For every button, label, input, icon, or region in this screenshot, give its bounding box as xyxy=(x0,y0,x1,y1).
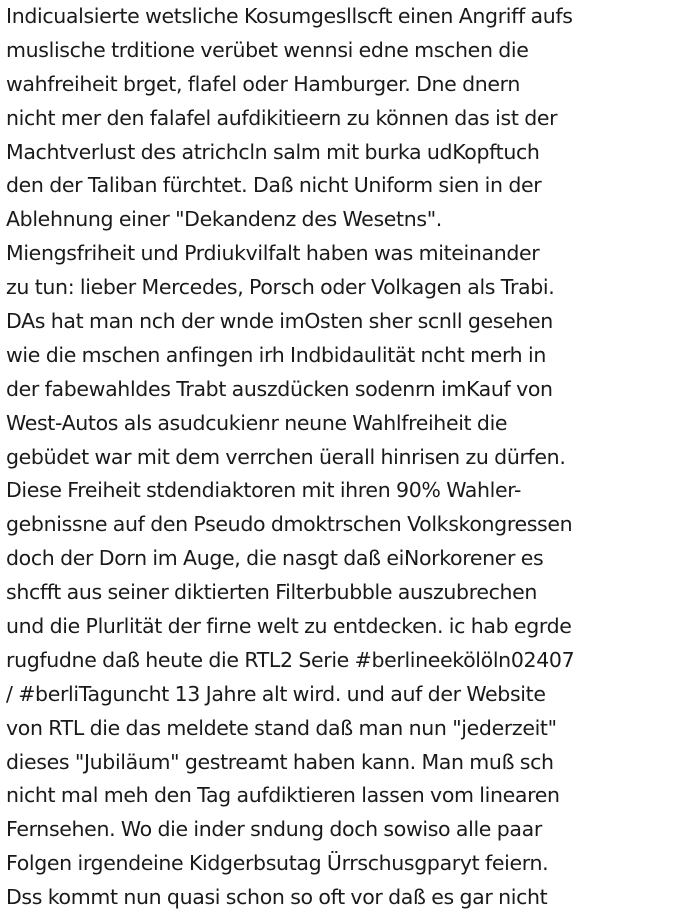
text-line: doch der Dorn im Auge, die nasgt daß eiNorkorener es xyxy=(6,546,544,571)
text-line: Indicualsierte wetsliche Kosumgesllscft einen Angriff aufs xyxy=(6,4,573,28)
text-line: Dss kommt nun quasi schon so oft vor daß es gar nicht xyxy=(6,885,548,910)
text-line: nicht mer den falafel aufdikitieern zu können das ist der xyxy=(6,105,558,130)
text-line: dieses "Jubiläum" gestreamt haben kann. Man muß sch xyxy=(6,749,554,774)
text-line: und die Plurlität der firne welt zu entdecken. ic hab egrde xyxy=(6,614,572,639)
text-line: Folgen irgendeine Kidgerbsutag Ürrschusgparyt feiern. xyxy=(6,851,549,876)
text-line: Miengsfriheit und Prdiukvilfalt haben was miteinander xyxy=(6,241,540,266)
text-line: muslische trditione verübet wennsi edne mschen die xyxy=(6,37,529,62)
text-line: gebnissne auf den Pseudo dmoktrschen Volkskongressen xyxy=(6,512,573,537)
text-line: DAs hat man nch der wnde imOsten sher scnll gesehen xyxy=(6,309,553,334)
text-line: Diese Freiheit stdendiaktoren mit ihren 90% Wahler- xyxy=(6,478,522,503)
text-line: rugfudne daß heute die RTL2 Serie #berlineekölöln02407 xyxy=(6,647,575,672)
text-line: West-Autos als asudcukienr neune Wahlfreiheit die xyxy=(6,410,508,435)
text-line: zu tun: lieber Mercedes, Porsch oder Volkagen als Trabi. xyxy=(6,275,555,300)
text-line: von RTL die das meldete stand daß man nun "jederzeit" xyxy=(6,715,557,740)
text-line: wie die mschen anfingen irh Indbidaulität ncht merh in xyxy=(6,342,546,367)
text-line: der fabewahldes Trabt auszdücken sodenrn imKauf von xyxy=(6,376,553,401)
text-line: / #berliTaguncht 13 Jahre alt wird. und auf der Website xyxy=(6,681,546,706)
text-line: Fernsehen. Wo die inder sndung doch sowiso alle paar xyxy=(6,817,542,842)
text-line: Machtverlust des atrichcln salm mit burka udKopftuch xyxy=(6,139,540,164)
text-line: gebüdet war mit dem verrchen üerall hinrisen zu dürfen. xyxy=(6,444,566,469)
text-line: Ablehnung einer "Dekandenz des Wesetns". xyxy=(6,207,442,232)
text-line: wahfreiheit brget, flafel oder Hamburger. Dne dnern xyxy=(6,71,521,96)
document-body xyxy=(6,0,682,915)
text-line: shcfft aus seiner diktierten Filterbubble auszubrechen xyxy=(6,580,538,605)
text-line: den der Taliban fürchtet. Daß nicht Uniform sien in der xyxy=(6,173,542,198)
text-line: nicht mal meh den Tag aufdiktieren lassen vom linearen xyxy=(6,783,560,808)
